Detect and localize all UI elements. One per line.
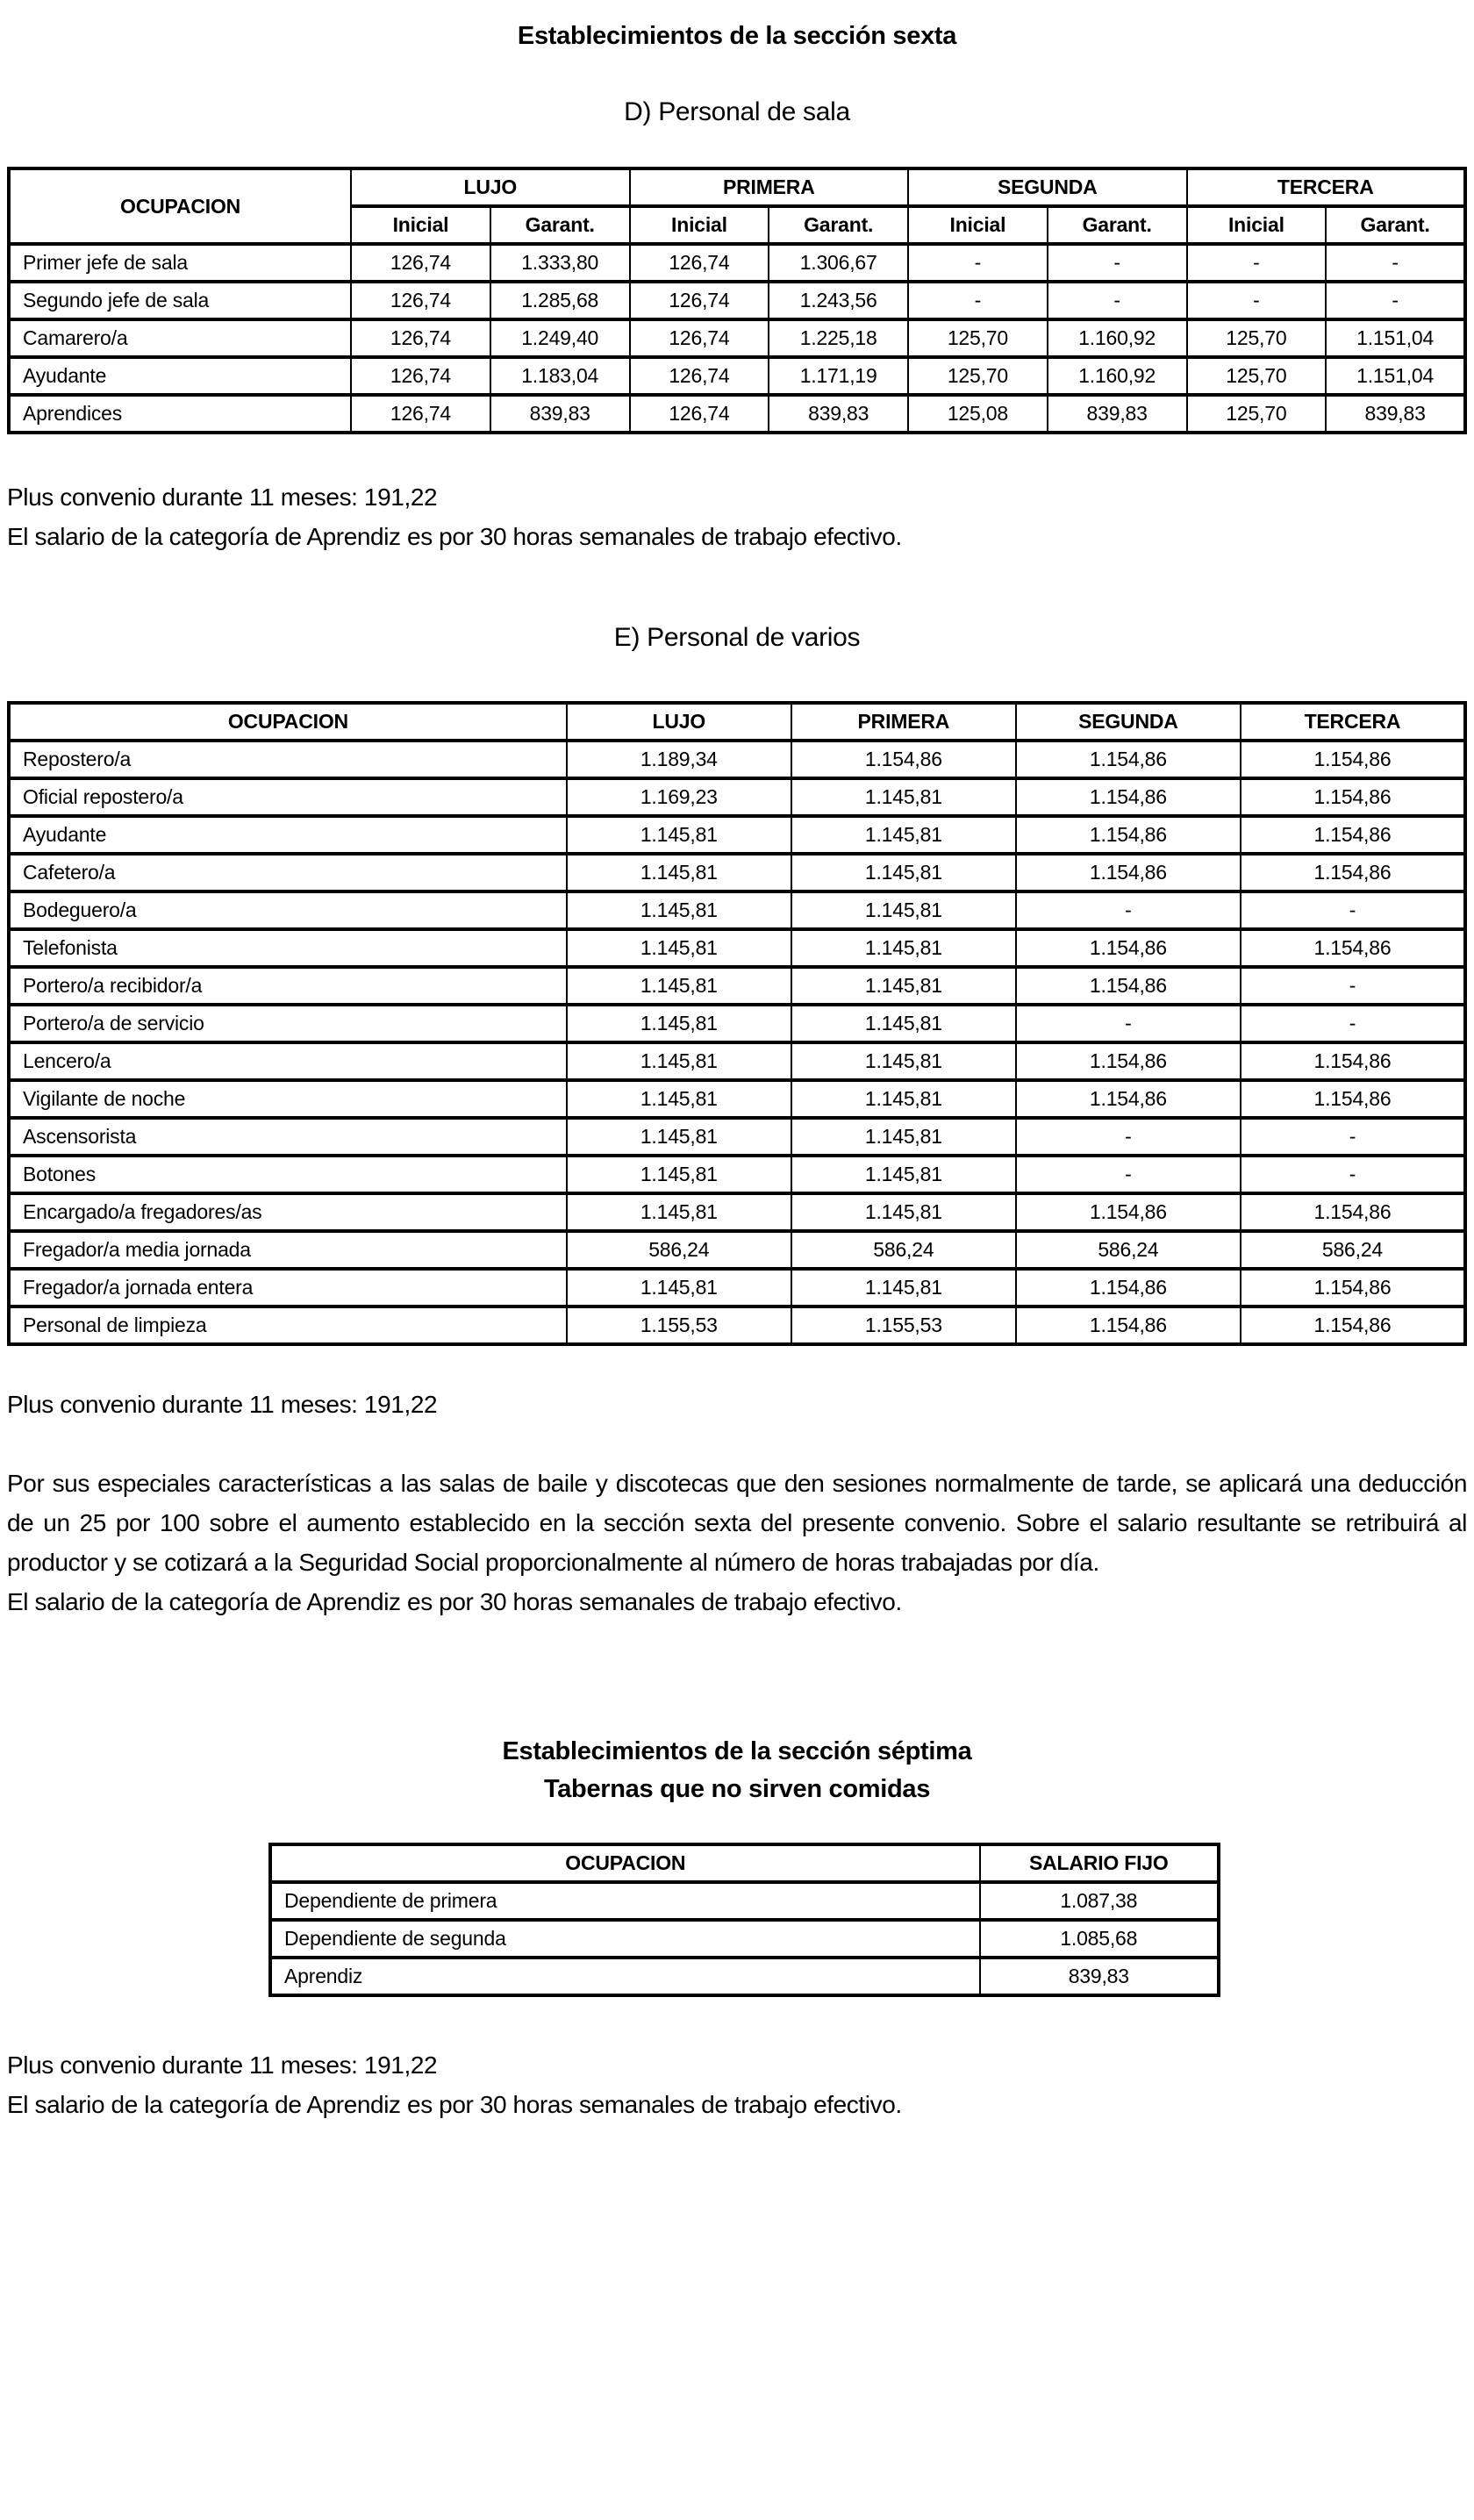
column-header-salario-fijo: SALARIO FIJO	[980, 1844, 1219, 1882]
table-row	[270, 1958, 1219, 1995]
table-row	[270, 1882, 1219, 1920]
value-cell: 1.154,86	[1016, 1042, 1241, 1080]
column-header-occupation: OCUPACION	[9, 168, 351, 244]
column-header-garant: Garant.	[1326, 206, 1465, 244]
aprendiz-salary-note: El salario de la categoría de Aprendiz es por 30 horas semanales de trabajo efectivo.	[7, 1588, 902, 1615]
column-header-inicial: Inicial	[908, 206, 1048, 244]
column-header-inicial: Inicial	[351, 206, 490, 244]
section-six-title: Establecimientos de la sección sexta	[517, 22, 957, 50]
column-header-tercera: TERCERA	[1187, 168, 1466, 206]
value-cell: 126,74	[351, 244, 490, 282]
value-cell: 1.145,81	[567, 1080, 791, 1118]
table-row	[9, 1080, 1465, 1118]
value-cell: 1.154,86	[1241, 1307, 1465, 1344]
table-row	[9, 1193, 1465, 1231]
value-cell: -	[908, 282, 1048, 319]
occupation-cell: Oficial repostero/a	[9, 778, 567, 816]
value-cell: -	[1016, 1005, 1241, 1042]
table-row	[9, 1118, 1465, 1156]
value-cell: 1.145,81	[567, 891, 791, 929]
value-cell: 1.154,86	[1016, 741, 1241, 778]
value-cell: 839,83	[1048, 395, 1187, 433]
value-cell: 125,70	[1187, 395, 1327, 433]
aprendiz-salary-note: El salario de la categoría de Aprendiz es por 30 horas semanales de trabajo efectivo.	[7, 523, 902, 550]
column-header-tercera: TERCERA	[1241, 703, 1465, 741]
value-cell: 1.145,81	[791, 1118, 1016, 1156]
value-cell: -	[1016, 1118, 1241, 1156]
value-cell: 1.183,04	[490, 357, 630, 395]
aprendiz-salary-note: El salario de la categoría de Aprendiz es por 30 horas semanales de trabajo efectivo.	[7, 2091, 902, 2118]
value-cell: 1.154,86	[791, 741, 1016, 778]
occupation-cell: Personal de limpieza	[9, 1307, 567, 1344]
value-cell: 1.145,81	[791, 1042, 1016, 1080]
plus-convenio-note: Plus convenio durante 11 meses: 191,22	[7, 1391, 438, 1418]
table-row	[9, 816, 1465, 854]
table-row	[9, 741, 1465, 778]
occupation-cell: Ayudante	[9, 357, 351, 395]
value-cell: 1.154,86	[1241, 778, 1465, 816]
table-row	[9, 929, 1465, 967]
table-row	[9, 319, 1465, 357]
value-cell: 1.169,23	[567, 778, 791, 816]
column-header-segunda: SEGUNDA	[1016, 703, 1241, 741]
occupation-cell: Encargado/a fregadores/as	[9, 1193, 567, 1231]
value-cell: 1.145,81	[791, 1193, 1016, 1231]
occupation-cell: Portero/a de servicio	[9, 1005, 567, 1042]
value-cell: 1.087,38	[980, 1882, 1219, 1920]
value-cell: 126,74	[351, 395, 490, 433]
occupation-cell: Dependiente de segunda	[270, 1920, 980, 1958]
column-header-inicial: Inicial	[630, 206, 769, 244]
value-cell: 839,83	[769, 395, 908, 433]
column-header-lujo: LUJO	[567, 703, 791, 741]
table-row	[9, 854, 1465, 891]
value-cell: 1.155,53	[791, 1307, 1016, 1344]
value-cell: 126,74	[630, 357, 769, 395]
occupation-cell: Segundo jefe de sala	[9, 282, 351, 319]
value-cell: 1.189,34	[567, 741, 791, 778]
value-cell: 1.154,86	[1241, 854, 1465, 891]
value-cell: 125,70	[908, 357, 1048, 395]
table-row	[9, 1005, 1465, 1042]
subsection-e-title: E) Personal de varios	[613, 623, 861, 652]
occupation-cell: Cafetero/a	[9, 854, 567, 891]
occupation-cell: Fregador/a jornada entera	[9, 1269, 567, 1307]
column-header-garant: Garant.	[1048, 206, 1187, 244]
value-cell: 126,74	[630, 282, 769, 319]
value-cell: -	[1016, 1156, 1241, 1193]
table-row	[9, 1231, 1465, 1269]
value-cell: 1.145,81	[791, 1080, 1016, 1118]
value-cell: -	[1048, 282, 1187, 319]
table-body	[9, 244, 1465, 433]
section-seven-title	[7, 1733, 1467, 1808]
value-cell: 1.154,86	[1016, 1269, 1241, 1307]
value-cell: 1.154,86	[1016, 967, 1241, 1005]
value-cell: 1.160,92	[1048, 357, 1187, 395]
value-cell: 126,74	[351, 282, 490, 319]
value-cell: 1.145,81	[791, 854, 1016, 891]
value-cell: 125,08	[908, 395, 1048, 433]
column-header-inicial: Inicial	[1187, 206, 1327, 244]
value-cell: 1.145,81	[791, 816, 1016, 854]
value-cell: 1.154,86	[1016, 1080, 1241, 1118]
value-cell: 839,83	[980, 1958, 1219, 1995]
table-row	[9, 1156, 1465, 1193]
value-cell: 1.154,86	[1016, 778, 1241, 816]
value-cell: 1.145,81	[567, 816, 791, 854]
value-cell: 1.145,81	[791, 891, 1016, 929]
value-cell: 1.151,04	[1326, 319, 1465, 357]
occupation-cell: Dependiente de primera	[270, 1882, 980, 1920]
value-cell: 1.333,80	[490, 244, 630, 282]
value-cell: 1.151,04	[1326, 357, 1465, 395]
value-cell: 1.154,86	[1241, 1193, 1465, 1231]
occupation-cell: Vigilante de noche	[9, 1080, 567, 1118]
value-cell: -	[1241, 891, 1465, 929]
subsection-d-title: D) Personal de sala	[624, 97, 850, 126]
value-cell: 1.249,40	[490, 319, 630, 357]
personal-de-sala-table	[7, 167, 1467, 434]
column-header-garant: Garant.	[769, 206, 908, 244]
occupation-cell: Repostero/a	[9, 741, 567, 778]
value-cell: 1.145,81	[791, 1005, 1016, 1042]
value-cell: 126,74	[630, 244, 769, 282]
value-cell: 1.145,81	[791, 1156, 1016, 1193]
value-cell: 1.154,86	[1241, 1080, 1465, 1118]
table-row	[9, 244, 1465, 282]
table-row	[9, 282, 1465, 319]
value-cell: 1.154,86	[1241, 929, 1465, 967]
value-cell: -	[908, 244, 1048, 282]
occupation-cell: Portero/a recibidor/a	[9, 967, 567, 1005]
value-cell: -	[1241, 967, 1465, 1005]
value-cell: 1.145,81	[567, 1005, 791, 1042]
value-cell: 839,83	[1326, 395, 1465, 433]
value-cell: 1.085,68	[980, 1920, 1219, 1958]
value-cell: 586,24	[567, 1231, 791, 1269]
table-row	[9, 778, 1465, 816]
table-header	[9, 168, 1465, 244]
column-header-primera: PRIMERA	[630, 168, 908, 206]
occupation-cell: Telefonista	[9, 929, 567, 967]
occupation-cell: Lencero/a	[9, 1042, 567, 1080]
column-header-occupation: OCUPACION	[270, 1844, 980, 1882]
deduction-paragraph: Por sus especiales características a las salas de baile y discotecas que den sesiones normalmente de tarde, se aplicará una deducción de un 25 por 100 sobre el aumento establecido en la sección sexta del presente convenio. Sobre el salario resultante se retribuirá al productor y se cotizará a la Seguridad Social proporcionalmente al número de horas trabajadas por día.	[7, 1470, 1467, 1576]
value-cell: 839,83	[490, 395, 630, 433]
value-cell: 126,74	[630, 395, 769, 433]
table-header	[9, 703, 1465, 741]
section-seven-title-line2: Tabernas que no sirven comidas	[543, 1775, 931, 1803]
table-row	[9, 1042, 1465, 1080]
value-cell: 1.154,86	[1241, 1042, 1465, 1080]
value-cell: -	[1241, 1118, 1465, 1156]
header-row	[270, 1844, 1219, 1882]
value-cell: 1.160,92	[1048, 319, 1187, 357]
value-cell: 1.155,53	[567, 1307, 791, 1344]
table-header	[270, 1844, 1219, 1882]
value-cell: 1.306,67	[769, 244, 908, 282]
plus-convenio-note: Plus convenio durante 11 meses: 191,22	[7, 2051, 438, 2079]
value-cell: 126,74	[630, 319, 769, 357]
column-header-garant: Garant.	[490, 206, 630, 244]
table-row	[9, 967, 1465, 1005]
value-cell: 1.145,81	[567, 854, 791, 891]
section-seven-title-line1: Establecimientos de la sección séptima	[502, 1737, 972, 1765]
tabernas-table	[268, 1843, 1220, 1997]
table-row	[9, 1269, 1465, 1307]
plus-convenio-note: Plus convenio durante 11 meses: 191,22	[7, 483, 438, 511]
column-header-lujo: LUJO	[351, 168, 629, 206]
table-row	[9, 395, 1465, 433]
occupation-cell: Fregador/a media jornada	[9, 1231, 567, 1269]
value-cell: 1.154,86	[1016, 1193, 1241, 1231]
value-cell: 1.243,56	[769, 282, 908, 319]
value-cell: 1.145,81	[567, 967, 791, 1005]
value-cell: -	[1326, 244, 1465, 282]
value-cell: 1.154,86	[1016, 816, 1241, 854]
table-row	[9, 891, 1465, 929]
value-cell: 1.145,81	[791, 778, 1016, 816]
value-cell: 1.145,81	[791, 967, 1016, 1005]
value-cell: 1.154,86	[1016, 854, 1241, 891]
value-cell: 586,24	[791, 1231, 1016, 1269]
value-cell: 1.171,19	[769, 357, 908, 395]
occupation-cell: Botones	[9, 1156, 567, 1193]
header-row	[9, 703, 1465, 741]
value-cell: -	[1016, 891, 1241, 929]
value-cell: 1.145,81	[567, 1156, 791, 1193]
value-cell: 1.145,81	[567, 929, 791, 967]
occupation-cell: Primer jefe de sala	[9, 244, 351, 282]
column-header-occupation: OCUPACION	[9, 703, 567, 741]
value-cell: 126,74	[351, 357, 490, 395]
occupation-cell: Aprendiz	[270, 1958, 980, 1995]
column-header-primera: PRIMERA	[791, 703, 1016, 741]
value-cell: 586,24	[1241, 1231, 1465, 1269]
value-cell: 1.145,81	[567, 1118, 791, 1156]
value-cell: 1.145,81	[567, 1193, 791, 1231]
value-cell: 1.145,81	[791, 929, 1016, 967]
value-cell: -	[1048, 244, 1187, 282]
table-row	[9, 1307, 1465, 1344]
value-cell: -	[1241, 1156, 1465, 1193]
value-cell: 586,24	[1016, 1231, 1241, 1269]
value-cell: -	[1241, 1005, 1465, 1042]
occupation-cell: Ascensorista	[9, 1118, 567, 1156]
column-header-segunda: SEGUNDA	[908, 168, 1186, 206]
table-row	[270, 1920, 1219, 1958]
value-cell: -	[1187, 244, 1327, 282]
value-cell: 125,70	[1187, 319, 1327, 357]
value-cell: 1.145,81	[791, 1269, 1016, 1307]
table-body	[9, 741, 1465, 1344]
value-cell: 1.154,86	[1016, 929, 1241, 967]
table-body	[270, 1882, 1219, 1995]
value-cell: 125,70	[908, 319, 1048, 357]
value-cell: 1.154,86	[1241, 816, 1465, 854]
occupation-cell: Aprendices	[9, 395, 351, 433]
value-cell: 125,70	[1187, 357, 1327, 395]
personal-de-varios-table	[7, 701, 1467, 1346]
category-header-row	[9, 168, 1465, 206]
value-cell: 1.154,86	[1241, 741, 1465, 778]
value-cell: -	[1326, 282, 1465, 319]
occupation-cell: Ayudante	[9, 816, 567, 854]
value-cell: 1.285,68	[490, 282, 630, 319]
value-cell: 1.154,86	[1241, 1269, 1465, 1307]
value-cell: 1.145,81	[567, 1042, 791, 1080]
value-cell: 1.145,81	[567, 1269, 791, 1307]
value-cell: 1.154,86	[1016, 1307, 1241, 1344]
occupation-cell: Camarero/a	[9, 319, 351, 357]
value-cell: 126,74	[351, 319, 490, 357]
table-row	[9, 357, 1465, 395]
value-cell: -	[1187, 282, 1327, 319]
occupation-cell: Bodeguero/a	[9, 891, 567, 929]
value-cell: 1.225,18	[769, 319, 908, 357]
